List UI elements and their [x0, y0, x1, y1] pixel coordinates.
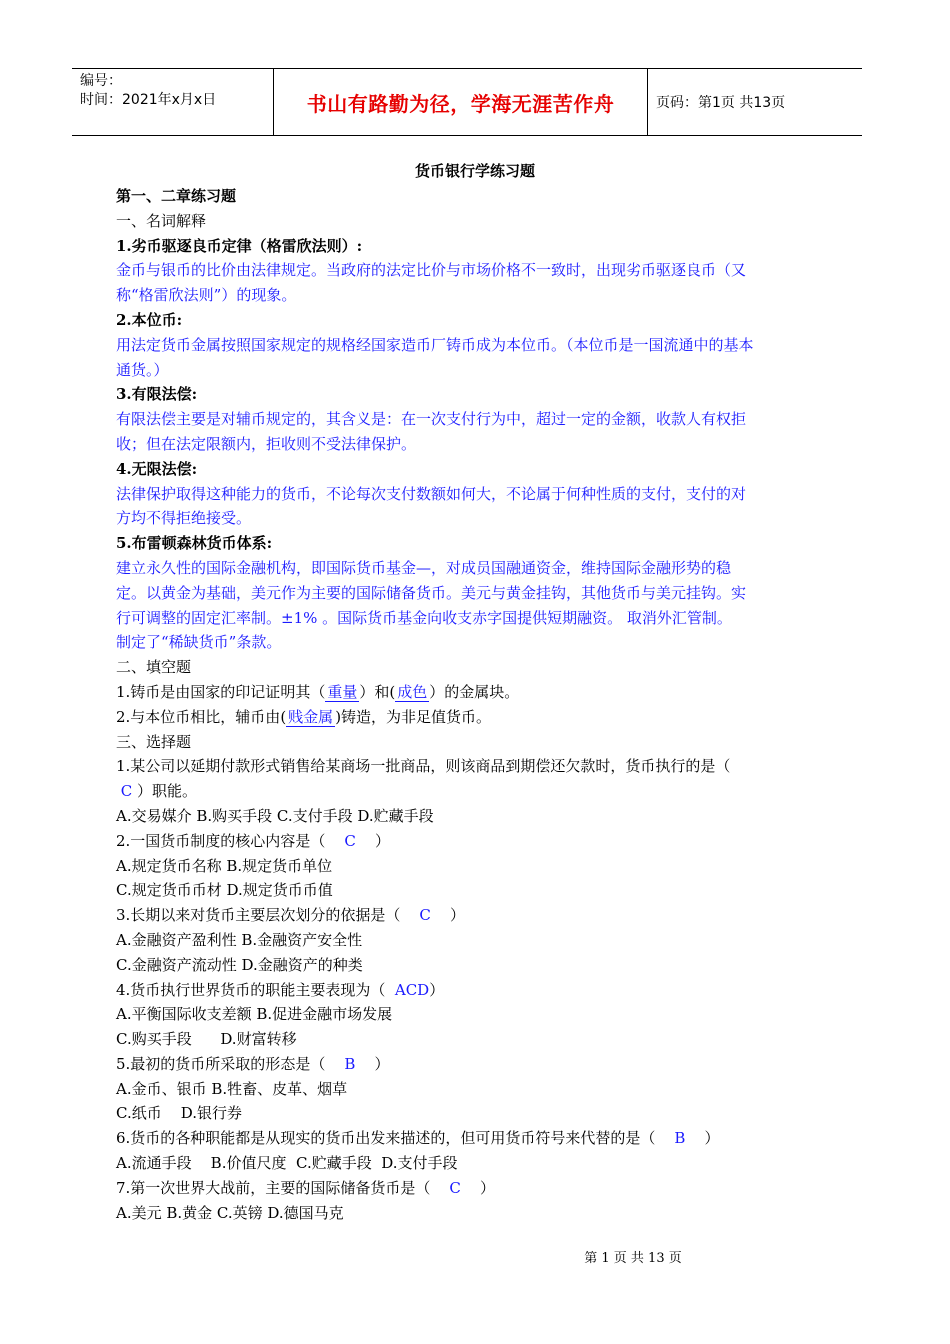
choice-question [116, 1052, 824, 1077]
choice-options: C.金融资产流动性 D.金融资产的种类 [116, 955, 363, 974]
choice-question-text: 4.货币执行世界货币的职能主要表现为（ [116, 980, 395, 999]
document-title: 货币银行学练习题 [414, 162, 535, 180]
choice-options: C.规定货币币材 D.规定货币币值 [116, 881, 333, 900]
term-title: 5.布雷顿森林货币体系: [116, 534, 273, 553]
choice-options: A.流通手段 B.价值尺度 C.贮藏手段 D.支付手段 [116, 1154, 458, 1173]
choice-answer: C [120, 782, 133, 801]
term-definition: 有限法偿主要是对辅币规定的，其含义是：在一次支付行为中，超过一定的金额，收款人有权拒 [116, 410, 747, 429]
document-body [116, 184, 824, 1225]
part3-heading: 三、选择题 [116, 732, 192, 751]
choice-answer: B [344, 1054, 356, 1073]
choice-options: A.美元 B.黄金 C.英镑 D.德国马克 [116, 1203, 344, 1222]
choice-options: A.金币、银币 B.牲畜、皮革、烟草 [116, 1079, 348, 1098]
choice-options: A.规定货币名称 B.规定货币单位 [116, 856, 333, 875]
choice-question [116, 1176, 824, 1201]
choice-options: A.金融资产盈利性 B.金融资产安全性 [116, 930, 363, 949]
choice-question-text: ） [355, 831, 390, 850]
choice-answer: ACD [394, 980, 430, 999]
choice-question-answer-line [116, 779, 824, 804]
fill-question-text: 2.与本位币相比，辅币由( [116, 707, 287, 726]
choice-question [116, 829, 824, 854]
choice-question [116, 903, 824, 928]
page-footer: 第 1 页 共 13 页 [584, 1251, 682, 1266]
choice-question-text: ） [355, 1054, 390, 1073]
page-info: 页码：第1页 共13页 [656, 95, 786, 111]
choice-question-text: ） [430, 906, 465, 925]
choice-question: 1.某公司以延期付款形式销售给某商场一批商品，则该商品到期偿还欠款时，货币执行的是（ [116, 757, 731, 776]
term-definition: 制定了“稀缺货币”条款。 [116, 633, 282, 652]
fill-question-text: ）和( [359, 682, 396, 701]
fill-question [116, 705, 824, 730]
term-definition: 建立永久性的国际金融机构，即国际货币基金—，对成员国融通资金，维持国际金融形势的稳 [116, 558, 732, 577]
choice-options: A.平衡国际收支差额 B.促进金融市场发展 [116, 1005, 393, 1024]
term-definition: 通货。） [116, 360, 169, 379]
fill-answer: 贱金属 [288, 707, 334, 726]
choice-answer: B [674, 1129, 686, 1148]
term-title: 2.本位币: [116, 310, 183, 329]
choice-answer: C [344, 831, 356, 850]
choice-question-text: 6.货币的各种职能都是从现实的货币出发来描述的，但可用货币符号来代替的是（ [116, 1129, 675, 1148]
choice-options: C.纸币 D.银行券 [116, 1104, 243, 1123]
fill-question-text: 1.铸币是由国家的印记证明其（ [116, 682, 326, 701]
term-definition: 法律保护取得这种能力的货币，不论每次支付数额如何大，不论属于何种性质的支付，支付的对 [116, 484, 747, 503]
motto: 书山有路勤为径，学海无涯苦作舟 [306, 91, 615, 116]
choice-question-text: ）职能。 [132, 782, 198, 801]
term-definition: 收；但在法定限额内，拒收则不受法律保护。 [116, 434, 417, 453]
fill-question-text: )铸造，为非足值货币。 [335, 707, 492, 726]
choice-answer: C [449, 1178, 461, 1197]
choice-question-text: 5.最初的货币所采取的形态是（ [116, 1054, 345, 1073]
fill-answer: 成色 [397, 682, 428, 701]
section-title: 第一、二章练习题 [116, 187, 237, 205]
fill-answer: 重量 [327, 682, 358, 701]
choice-question-text: ） [460, 1178, 495, 1197]
fill-question-text: ）的金属块。 [429, 682, 520, 701]
choice-question-text: 3.长期以来对货币主要层次划分的依据是（ [116, 906, 420, 925]
choice-question-text: 7.第一次世界大战前，主要的国际储备货币是（ [116, 1178, 450, 1197]
part1-heading: 一、名词解释 [116, 211, 207, 230]
term-title: 3.有限法偿: [116, 385, 198, 404]
term-definition: 方均不得拒绝接受。 [116, 509, 252, 528]
choice-question-text: 2.一国货币制度的核心内容是（ [116, 831, 345, 850]
choice-answer: C [419, 906, 431, 925]
term-definition: 用法定货币金属按照国家规定的规格经国家造币厂铸币成为本位币。（本位币是一国流通中的基本 [116, 335, 754, 354]
choice-question [116, 1126, 824, 1151]
choice-question-text: ） [685, 1129, 720, 1148]
header-left-cell [72, 69, 273, 135]
header-motto-cell [273, 69, 648, 135]
term-definition: 金币与银币的比价由法律规定。当政府的法定比价与市场价格不一致时，出现劣币驱逐良币（又 [116, 261, 747, 280]
term-title: 4.无限法偿: [116, 459, 198, 478]
header-page-cell [648, 69, 862, 135]
part2-heading: 二、填空题 [116, 658, 192, 677]
fill-question [116, 680, 824, 705]
choice-options: A.交易媒介 B.购买手段 C.支付手段 D.贮藏手段 [116, 806, 434, 825]
term-definition: 定。以黄金为基础，美元作为主要的国际储备货币。美元与黄金挂钩，其他货币与美元挂钩。实 [116, 583, 747, 602]
term-definition: 行可调整的固定汇率制。±1% 。国际货币基金向收支赤字国提供短期融资。 取消外汇管制。 [116, 608, 732, 627]
time-label: 时间：2021年x月x日 [80, 92, 217, 108]
term-title: 1.劣币驱逐良币定律（格雷欣法则）: [116, 236, 363, 255]
header-table [72, 68, 862, 136]
number-label: 编号： [80, 73, 122, 89]
choice-question [116, 978, 824, 1003]
choice-question-text: ） [429, 980, 445, 999]
choice-options: C.购买手段 D.财富转移 [116, 1030, 297, 1049]
term-definition: 称“格雷欣法则”）的现象。 [116, 286, 297, 305]
